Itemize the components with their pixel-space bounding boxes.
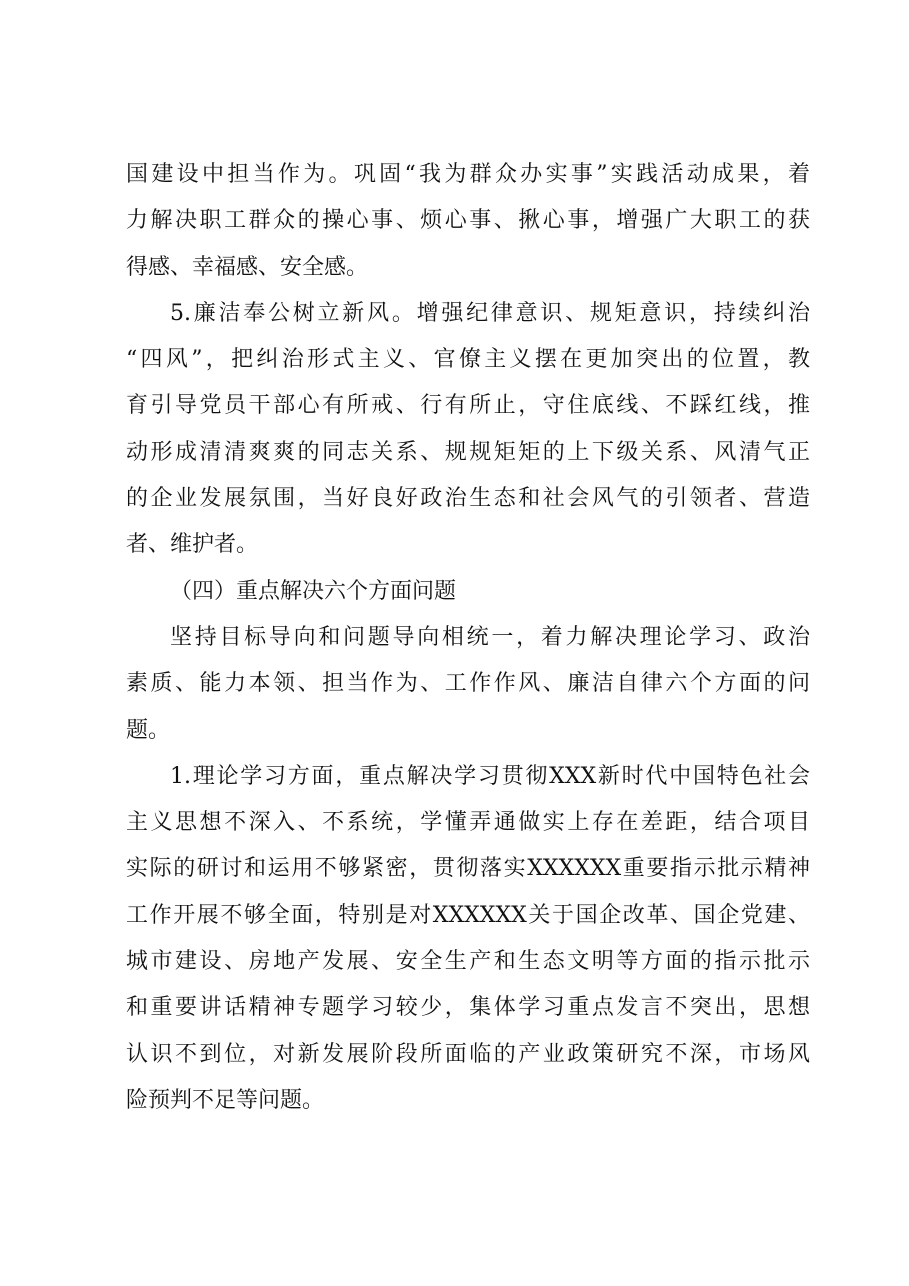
paragraph-start-line: 坚持目标导向和问题导向相统一，着力解决理论学习、政治 <box>170 624 810 650</box>
text-line: 工作开展不够全面，特别是对XXXXXX关于国企改革、国企党建、 <box>126 902 810 928</box>
text-line: 险预判不足等问题。 <box>126 1087 325 1113</box>
text-line: 题。 <box>126 717 171 743</box>
text-line: 认识不到位，对新发展阶段所面临的产业政策研究不深，市场风 <box>126 1041 810 1067</box>
text-line: 素质、能力本领、担当作为、工作作风、廉洁自律六个方面的问 <box>126 671 810 697</box>
text-line: 动形成清清爽爽的同志关系、规规矩矩的上下级关系、风清气正 <box>126 439 810 465</box>
text-line: 力解决职工群众的操心事、烦心事、揪心事，增强广大职工的获 <box>126 208 810 234</box>
text-line: “四风”，把纠治形式主义、官僚主义摆在更加突出的位置，教 <box>126 347 810 373</box>
text-line: 主义思想不深入、不系统，学懂弄通做实上存在差距，结合项目 <box>126 810 810 836</box>
text-line: 国建设中担当作为。巩固“我为群众办实事”实践活动成果，着 <box>126 162 810 187</box>
text-line: 城市建设、房地产发展、安全生产和生态文明等方面的指示批示 <box>126 949 810 975</box>
text-line: 得感、幸福感、安全感。 <box>126 254 369 280</box>
text-line: 的企业发展氛围，当好良好政治生态和社会风气的引领者、营造 <box>126 486 810 512</box>
document-body <box>126 152 810 1124</box>
text-line: 和重要讲话精神专题学习较少，集体学习重点发言不突出，思想 <box>126 995 810 1021</box>
text-line: 实际的研讨和运用不够紧密，贯彻落实XXXXXX重要指示批示精神 <box>126 856 810 882</box>
text-line: 育引导党员干部心有所戒、行有所止，守住底线、不踩红线，推 <box>126 393 810 419</box>
section-heading: （四）重点解决六个方面问题 <box>170 578 457 604</box>
paragraph-start-line: 5.廉洁奉公树立新风。增强纪律意识、规矩意识，持续纠治 <box>170 300 810 326</box>
paragraph-start-line: 1.理论学习方面，重点解决学习贯彻XXX新时代中国特色社会 <box>170 763 810 789</box>
text-line: 者、维护者。 <box>126 532 259 558</box>
